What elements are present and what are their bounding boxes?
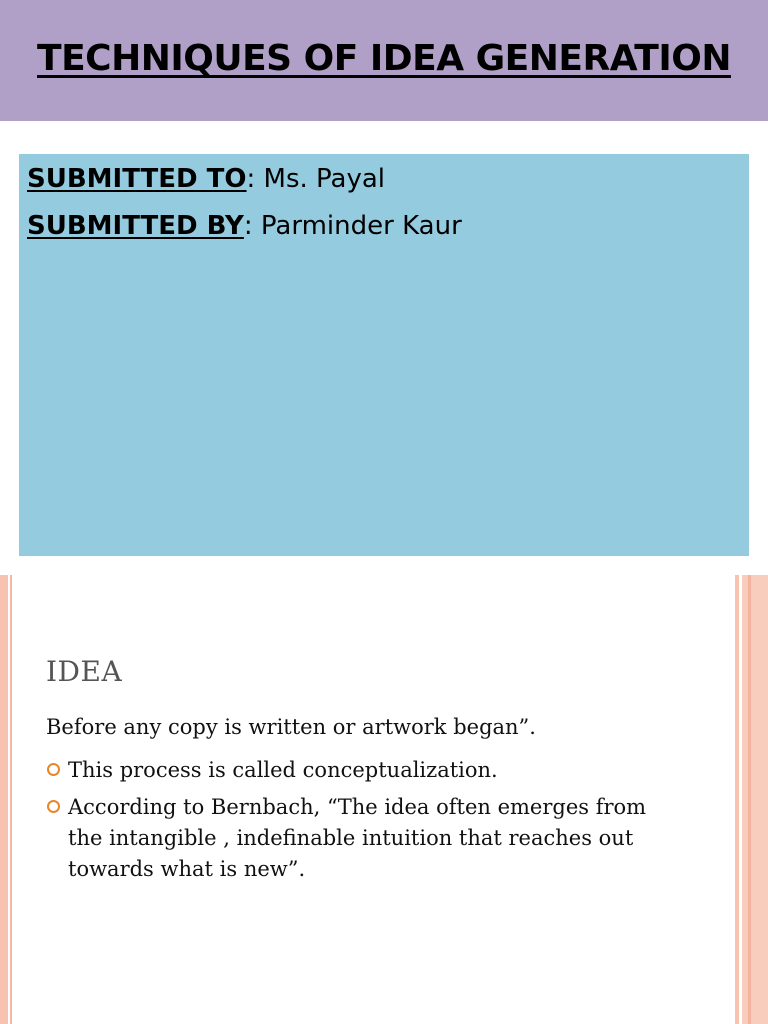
circle-bullet-icon: [47, 800, 60, 813]
submitted-by-line: [27, 211, 462, 241]
right-decorative-line: [748, 575, 751, 1024]
list-item: [46, 792, 686, 885]
submitted-to-label: SUBMITTED TO: [27, 164, 247, 194]
title-banner: [0, 0, 768, 121]
submitted-by-value: : Parminder Kaur: [243, 211, 462, 241]
list-item: [46, 755, 686, 786]
submitted-by-label: SUBMITTED BY: [27, 211, 244, 241]
idea-heading: IDEA: [46, 655, 123, 688]
right-decorative-band: [742, 575, 768, 1024]
slide-title: TECHNIQUES OF IDEA GENERATION: [37, 38, 731, 79]
bullet-text: This process is called conceptualization.: [68, 758, 498, 782]
idea-intro-text: Before any copy is written or artwork began”.: [46, 715, 536, 739]
bullet-text: According to Bernbach, “The idea often emerges from the intangible , indefinable intuition that reaches out towards what is new”.: [68, 795, 647, 881]
left-decorative-stripe-thin: [10, 575, 12, 1024]
circle-bullet-icon: [47, 763, 60, 776]
idea-slide: [0, 575, 768, 1024]
idea-bullet-list: [46, 755, 686, 891]
left-decorative-stripe: [0, 575, 8, 1024]
right-decorative-stripe: [735, 575, 739, 1024]
submitted-to-line: [27, 164, 385, 194]
submitted-to-value: : Ms. Payal: [246, 164, 386, 194]
submission-info-box: [19, 154, 749, 556]
